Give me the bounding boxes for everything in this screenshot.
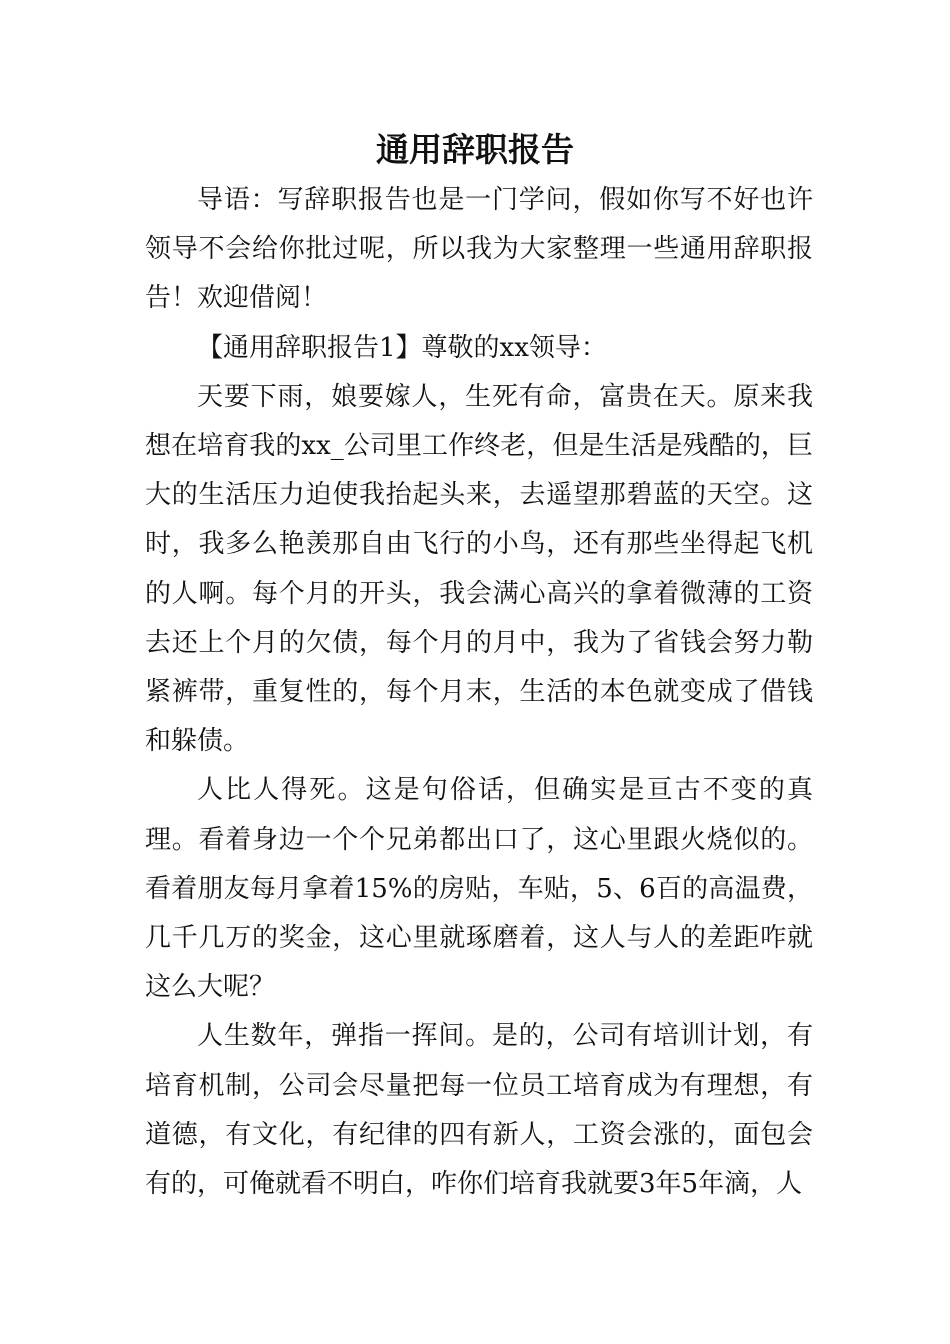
paragraph: 人比人得死。这是句俗话，但确实是亘古不变的真理。看着身边一个个兄弟都出口了，这心里跟火烧似的。看着朋友每月拿着15%的房贴，车贴，5、6百的高温费，几千几万的奖金，这心里就琢磨着，这人与人的差距咋就这么大呢？ [145,775,813,1003]
document-title: 通用辞职报告 [376,130,574,169]
document-body [145,176,813,1209]
paragraph-heading: 【通用辞职报告1】尊敬的xx领导： [197,332,607,363]
paragraph: 天要下雨，娘要嫁人，生死有命，富贵在天。原来我想在培育我的xx_公司里工作终老，但是生活是残酷的，巨大的生活压力迫使我抬起头来，去遥望那碧蓝的天空。这时，我多么艳羡那自由飞行的小鸟，还有那些坐得起飞机的人啊。每个月的开头，我会满心高兴的拿着微薄的工资去还上个月的欠债，每个月的月中，我为了省钱会努力勒紧裤带，重复性的，每个月末，生活的本色就变成了借钱和躲债。 [145,381,813,757]
paragraph: 人生数年，弹指一挥间。是的，公司有培训计划，有培育机制，公司会尽量把每一位员工培育成为有理想，有道德，有文化，有纪律的四有新人，工资会涨的，面包会有的，可俺就看不明白，咋你们培育我就要3年5年滴，人 [145,1021,813,1200]
paragraph-intro: 导语：写辞职报告也是一门学问，假如你写不好也许领导不会给你批过呢，所以我为大家整理一些通用辞职报告！欢迎借阅！ [145,185,813,314]
